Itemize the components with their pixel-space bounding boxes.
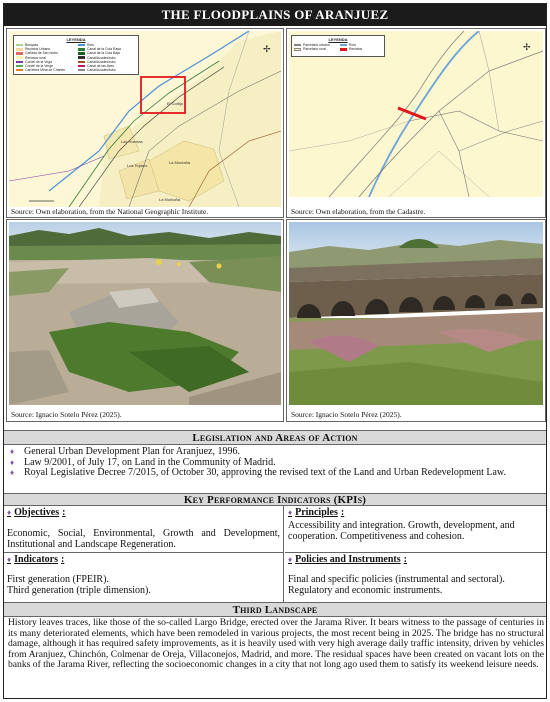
indicators-label: Indicators bbox=[14, 553, 58, 565]
list-item: ♦ Royal Legislative Decree 7/2015, of October 30, approving the revised text of the Land and Urban Redevelopment Law. bbox=[10, 467, 506, 478]
principles-text: Accessibility and integration. Growth, development, and cooperation. Competitiveness and cohesion. bbox=[288, 520, 515, 542]
legend-item: Ríos bbox=[87, 43, 94, 48]
kpi-objectives: ♦ Objectives : Economic, Social, Environmental, Growth and Development, Institutional and Landscape Regeneration. bbox=[4, 506, 284, 554]
legend-item: Bosques bbox=[25, 43, 39, 48]
objectives-text: Economic, Social, Environmental, Growth and Development, Institutional and Landscape Regeneration. bbox=[7, 528, 280, 550]
north-arrow-icon: ✢ bbox=[523, 43, 531, 53]
legend-item: Cañada de San Isidro bbox=[25, 51, 58, 56]
map-legend-right bbox=[291, 35, 385, 57]
section-heading-legislation: Legislation and Areas of Action bbox=[4, 430, 546, 445]
map-panel-left bbox=[6, 28, 284, 218]
cadastre-map bbox=[289, 31, 543, 197]
bullet-icon: ♦ bbox=[10, 457, 15, 467]
topographic-map bbox=[9, 31, 281, 207]
map-label-la-montana: La Montaña bbox=[169, 160, 191, 165]
list-item: ♦ General Urban Development Plan for Aranjuez, 1996. bbox=[10, 446, 241, 457]
bullet-icon: ♦ bbox=[10, 468, 15, 477]
legend-item: Canal de las Aves bbox=[87, 64, 115, 69]
section-heading-kpis: Key Performance Indicators (KPIs) bbox=[4, 493, 546, 506]
legend-item: Parcelario urbano bbox=[303, 43, 330, 48]
map-label-el-cortijo: El Cortijo bbox=[167, 101, 184, 106]
photo-largo-bridge bbox=[289, 222, 543, 405]
photo-panel-right bbox=[286, 219, 546, 422]
map-left-caption: Source: Own elaboration, from the National Geographic Institute. bbox=[11, 207, 209, 216]
legend-item: Canal de la Cola Rasa bbox=[87, 47, 121, 52]
legend-item: Canal/Azudes/tubo bbox=[87, 55, 116, 60]
legend-item: Ríos bbox=[349, 43, 356, 48]
bullet-icon: ♦ bbox=[288, 554, 293, 564]
legend-item: Cordel de la Vega bbox=[25, 59, 52, 64]
policy-line: Regulatory and economic instruments. bbox=[288, 585, 443, 596]
legend-item: Canal/Azudes/tubo bbox=[87, 68, 116, 73]
photo-left-caption: Source: Ignacio Sotelo Pérez (2025). bbox=[11, 410, 122, 419]
legend-item: Recintos Urbano bbox=[25, 47, 51, 52]
third-landscape-text: History leaves traces, like those of the so-called Largo Bridge, erected over the Jarama River. It bears witness to the passage of centuries in its many deteriorated elements, which have been remodeled in various projects, the most recent being in 2025. The bridge has no structural damage, although it has required safety improvements, as it is heavily used with very high average daily traffic intensity, driven by vehicles from Aranjuez, Chinchón, Colmenar de Oreja, Villaconejos, Madrid, and more. The residual spaces have been created on vacant lots on the banks of the Jarama River, reflecting the socioeconomic changes in a city that not long ago used them to satisfy its weekend leisure needs. bbox=[8, 617, 544, 671]
map-right-caption: Source: Own elaboration, from the Cadastre. bbox=[291, 207, 426, 216]
bullet-icon: ♦ bbox=[7, 507, 12, 517]
legend-item: Parcelario rural bbox=[303, 47, 326, 52]
kpi-indicators: ♦ Indicators : First generation (FPEIR). Third generation (triple dimension). bbox=[4, 552, 284, 602]
photo-ruined-structure-svg bbox=[9, 222, 281, 405]
north-arrow-icon: ✢ bbox=[263, 45, 271, 55]
indicator-line: First generation (FPEIR). bbox=[7, 574, 109, 585]
legend-title: LEYENDA bbox=[328, 37, 348, 42]
indicator-line: Third generation (triple dimension). bbox=[7, 585, 151, 596]
photo-panel-left bbox=[6, 219, 284, 422]
bullet-icon: ♦ bbox=[288, 507, 293, 517]
principles-label: Principles bbox=[295, 506, 338, 518]
document-sheet bbox=[3, 3, 547, 699]
map-label-los-tejares: Los Tejares bbox=[127, 163, 148, 168]
legend-title: LEYENDA bbox=[66, 37, 86, 42]
list-item: ♦ Law 9/2001, of July 17, on Land in the Community of Madrid. bbox=[10, 456, 276, 468]
legend-item: Recintos rural bbox=[25, 55, 46, 60]
map-panel-right bbox=[286, 28, 546, 218]
map-label-las-huertas: Las Huertas bbox=[121, 139, 143, 144]
legend-item: Canal de la Cola Baja bbox=[87, 51, 120, 56]
legend-item: Recintos bbox=[349, 47, 363, 52]
photo-ruined-structure bbox=[9, 222, 281, 405]
legend-item: Carretera Mina de Charles bbox=[25, 68, 65, 73]
legislation-list bbox=[10, 447, 540, 479]
policies-label: Policies and Instruments bbox=[295, 553, 401, 565]
kpi-policies: ♦ Policies and Instruments : Final and specific policies (instrumental and sectoral). Regulatory and economic instruments. bbox=[285, 552, 546, 602]
policy-line: Final and specific policies (instrumental and sectoral). bbox=[288, 574, 505, 585]
bullet-icon: ♦ bbox=[7, 554, 12, 564]
map-legend-left bbox=[13, 35, 139, 75]
section-heading-third-landscape: Third Landscape bbox=[4, 602, 546, 617]
map-label-la-montana-2: La Montaña bbox=[159, 197, 181, 202]
legend-item: Canal/Azudes/tubo bbox=[87, 59, 116, 64]
legend-item: Cordel de la Verge bbox=[25, 64, 54, 69]
bullet-icon: ♦ bbox=[10, 447, 15, 456]
photo-largo-bridge-svg bbox=[289, 222, 543, 405]
objectives-label: Objectives bbox=[14, 506, 60, 518]
kpi-principles: ♦ Principles : Accessibility and integration. Growth, development, and cooperation. Competitiveness and cohesion. bbox=[285, 506, 546, 554]
page-title: THE FLOODPLAINS OF ARANJUEZ bbox=[4, 4, 546, 26]
photo-right-caption: Source: Ignacio Sotelo Pérez (2025). bbox=[291, 410, 402, 419]
